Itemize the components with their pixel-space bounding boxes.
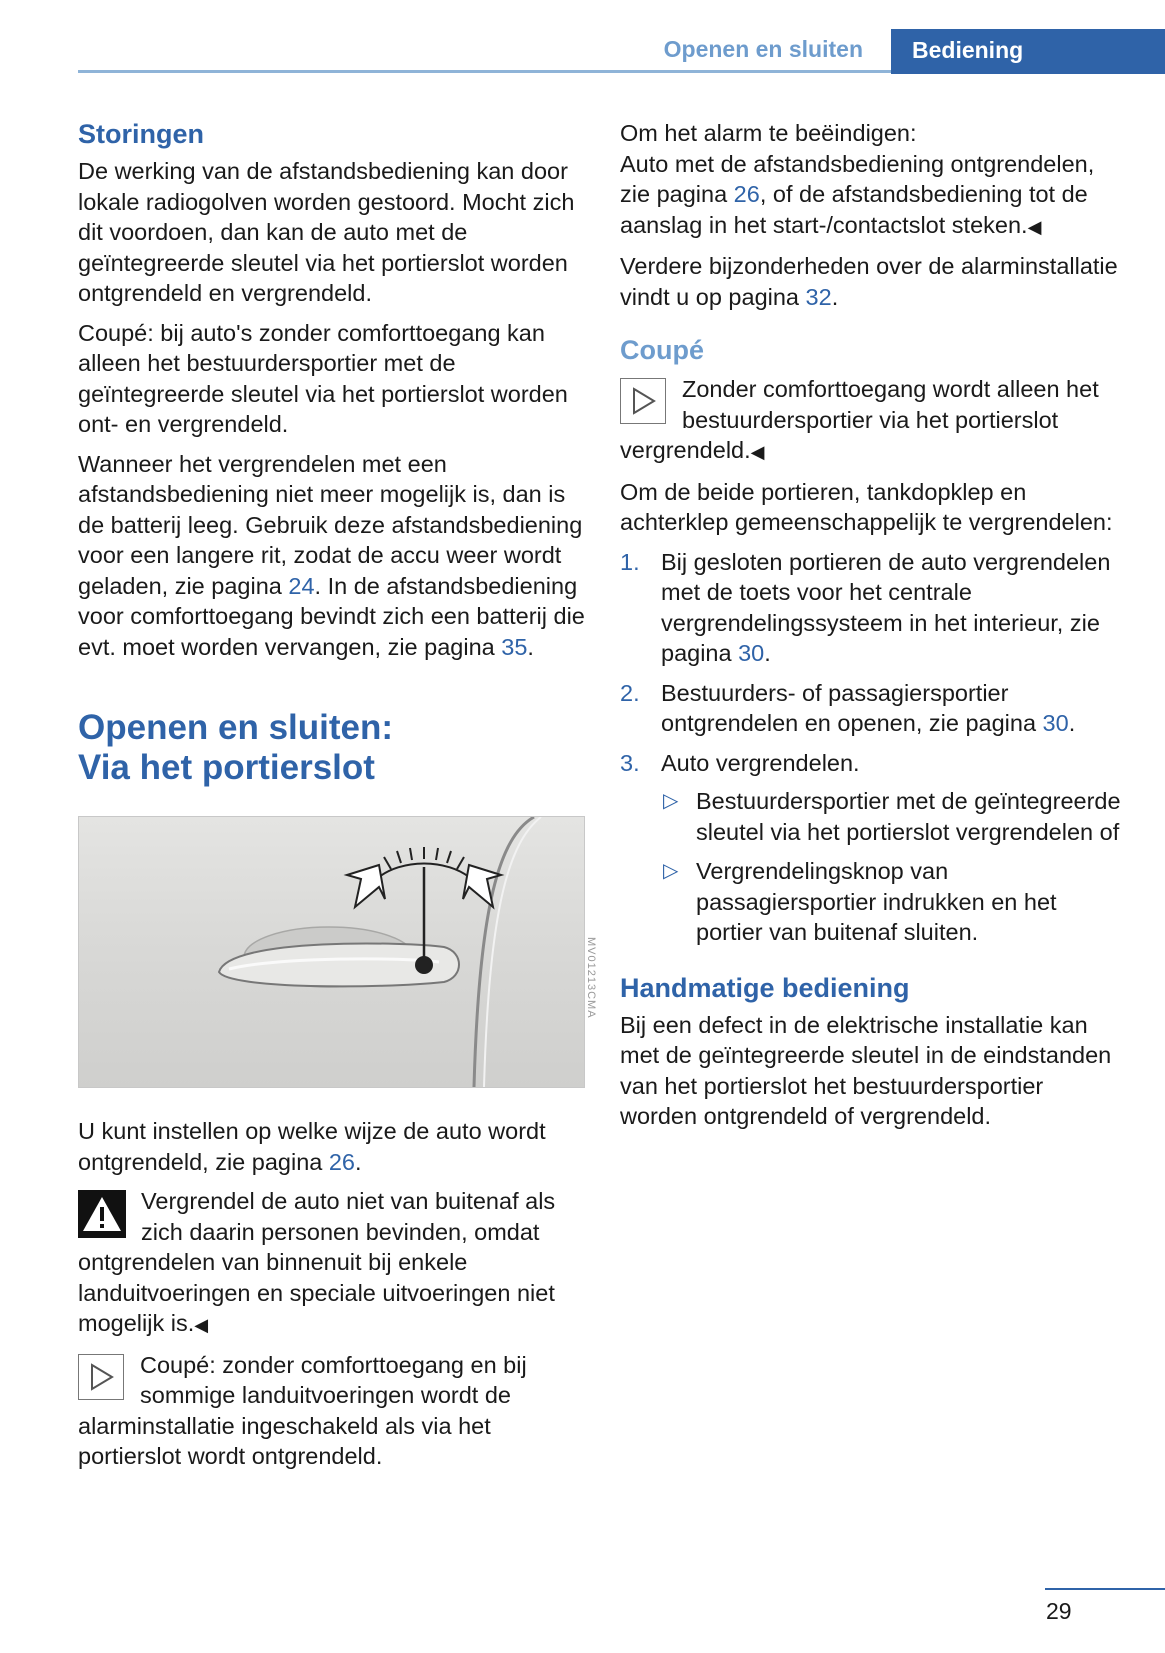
page-link-35[interactable]: 35 — [501, 633, 528, 660]
storingen-paragraph-3: Wanneer het vergrendelen met een afstandsbediening niet meer mogelijk is, dan is de batterij leeg. Gebruik deze afstandsbediening voor een langere rit, zodat de accu weer wordt geladen, zie pagina 24. In de afstandsbediening voor comforttoegang bevindt zich een batterij die evt. moet worden vervangen, zie pagina 35. — [78, 450, 585, 660]
sub-item: ▷ Vergrendelingsknop van passagiersportier indrukken en het portier van buitenaf sluiten. — [663, 858, 1057, 945]
note-play-icon — [78, 1354, 124, 1400]
handmatige-heading: Handmatige bediening — [620, 972, 910, 1003]
storingen-heading: Storingen — [78, 119, 204, 149]
header-section-title: Openen en sluiten — [663, 36, 863, 62]
note-block: Coupé: zonder comforttoegang en bij sommige landuitvoeringen wordt de alarminstallatie ingeschakeld als via het portierslot wordt ontgrendeld. — [78, 1351, 527, 1469]
left-column — [78, 118, 597, 1481]
page-link-30[interactable]: 30 — [738, 640, 765, 666]
note-play-icon — [620, 378, 666, 424]
alarm-paragraph: Auto met de afstandsbediening ontgrendelen, zie pagina 26, of de afstandsbediening tot de aanslag in het start-/contactslot steken.◀ — [620, 150, 1095, 238]
step-item: 2. Bestuurders- of passagiersportier ontgrendelen en openen, zie pagina 30. — [620, 679, 1076, 736]
warning-triangle-icon — [78, 1190, 126, 1238]
page-link-26[interactable]: 26 — [328, 1148, 355, 1175]
step-item: 3. Auto vergrendelen. ▷ Bestuurdersportier met de geïntegreerde sleutel via het portierslot vergrendelen of ▷ Vergrendelingsknop van passagiersportier indrukken en het portier van buitenaf sluiten. — [620, 748, 1125, 948]
door-handle-illustration — [79, 817, 584, 1087]
step-item: 1. Bij gesloten portieren de auto vergrendelen met de toets voor het centrale vergrendelingssysteem in het interieur, zie pagina 30. — [620, 548, 1111, 666]
handmatige-paragraph: Bij een defect in de elektrische installatie kan met de geïntegreerde sleutel in de eindstanden van het portierslot het bestuurdersportier worden ontgrendeld of vergrendeld. — [620, 1011, 1112, 1129]
main-heading: Openen en sluiten: Via het portierslot — [78, 708, 394, 787]
page-number: 29 — [1046, 1598, 1072, 1624]
warning-block: Vergrendel de auto niet van buitenaf als zich daarin personen bevinden, omdat ontgrendelen van binnenuit bij enkele landuitvoeringen en speciale uitvoeringen niet mogelijk is.◀ — [78, 1188, 556, 1336]
alarm-more-paragraph: Verdere bijzonderheden over de alarminstallatie vindt u op pagina 32. — [620, 253, 1118, 310]
door-lock-figure — [78, 816, 597, 1088]
coupe-note-block: Zonder comforttoegang wordt alleen het bestuurdersportier via het portierslot vergrendeld.◀ — [620, 376, 1099, 463]
page-link-32[interactable]: 32 — [805, 283, 832, 310]
bullet-triangle-icon: ▷ — [663, 790, 679, 812]
page-link-24[interactable]: 24 — [288, 572, 315, 599]
instellen-paragraph: U kunt instellen op welke wijze de auto wordt ontgrendeld, zie pagina 26. — [78, 1118, 546, 1175]
footer-rule — [1045, 1588, 1165, 1590]
sub-item: ▷ Bestuurdersportier met de geïntegreerde sleutel via het portierslot vergrendelen of — [663, 788, 1121, 845]
end-mark: ◀ — [1027, 216, 1042, 237]
coupe-heading: Coupé — [620, 335, 704, 365]
end-mark: ◀ — [194, 1315, 209, 1335]
page-link-30[interactable]: 30 — [1042, 710, 1069, 736]
header-chapter-tab: Bediening — [891, 29, 1165, 74]
sub-list — [661, 786, 1125, 948]
coupe-intro: Om de beide portieren, tankdopklep en achterklep gemeenschappelijk te vergrendelen: — [620, 478, 1113, 535]
bullet-triangle-icon: ▷ — [663, 860, 679, 882]
right-column — [620, 118, 1125, 1141]
figure-code: MV01213CMA — [585, 937, 597, 1019]
alarm-intro: Om het alarm te beëindigen: — [620, 120, 917, 146]
end-mark: ◀ — [750, 442, 765, 462]
storingen-paragraph-2: Coupé: bij auto's zonder comforttoegang kan alleen het bestuurdersportier met de geïntegreerde sleutel via het portierslot worden ont- en vergrendeld. — [78, 319, 568, 437]
steps-list — [620, 547, 1125, 948]
storingen-paragraph-1: De werking van de afstandsbediening kan door lokale radiogolven worden gestoord. Mocht zich dit voordoen, dan kan de auto met de geïntegreerde sleutel via het portierslot worden ontgrendeld en vergrendeld. — [78, 158, 575, 306]
page-link-26[interactable]: 26 — [733, 181, 760, 207]
